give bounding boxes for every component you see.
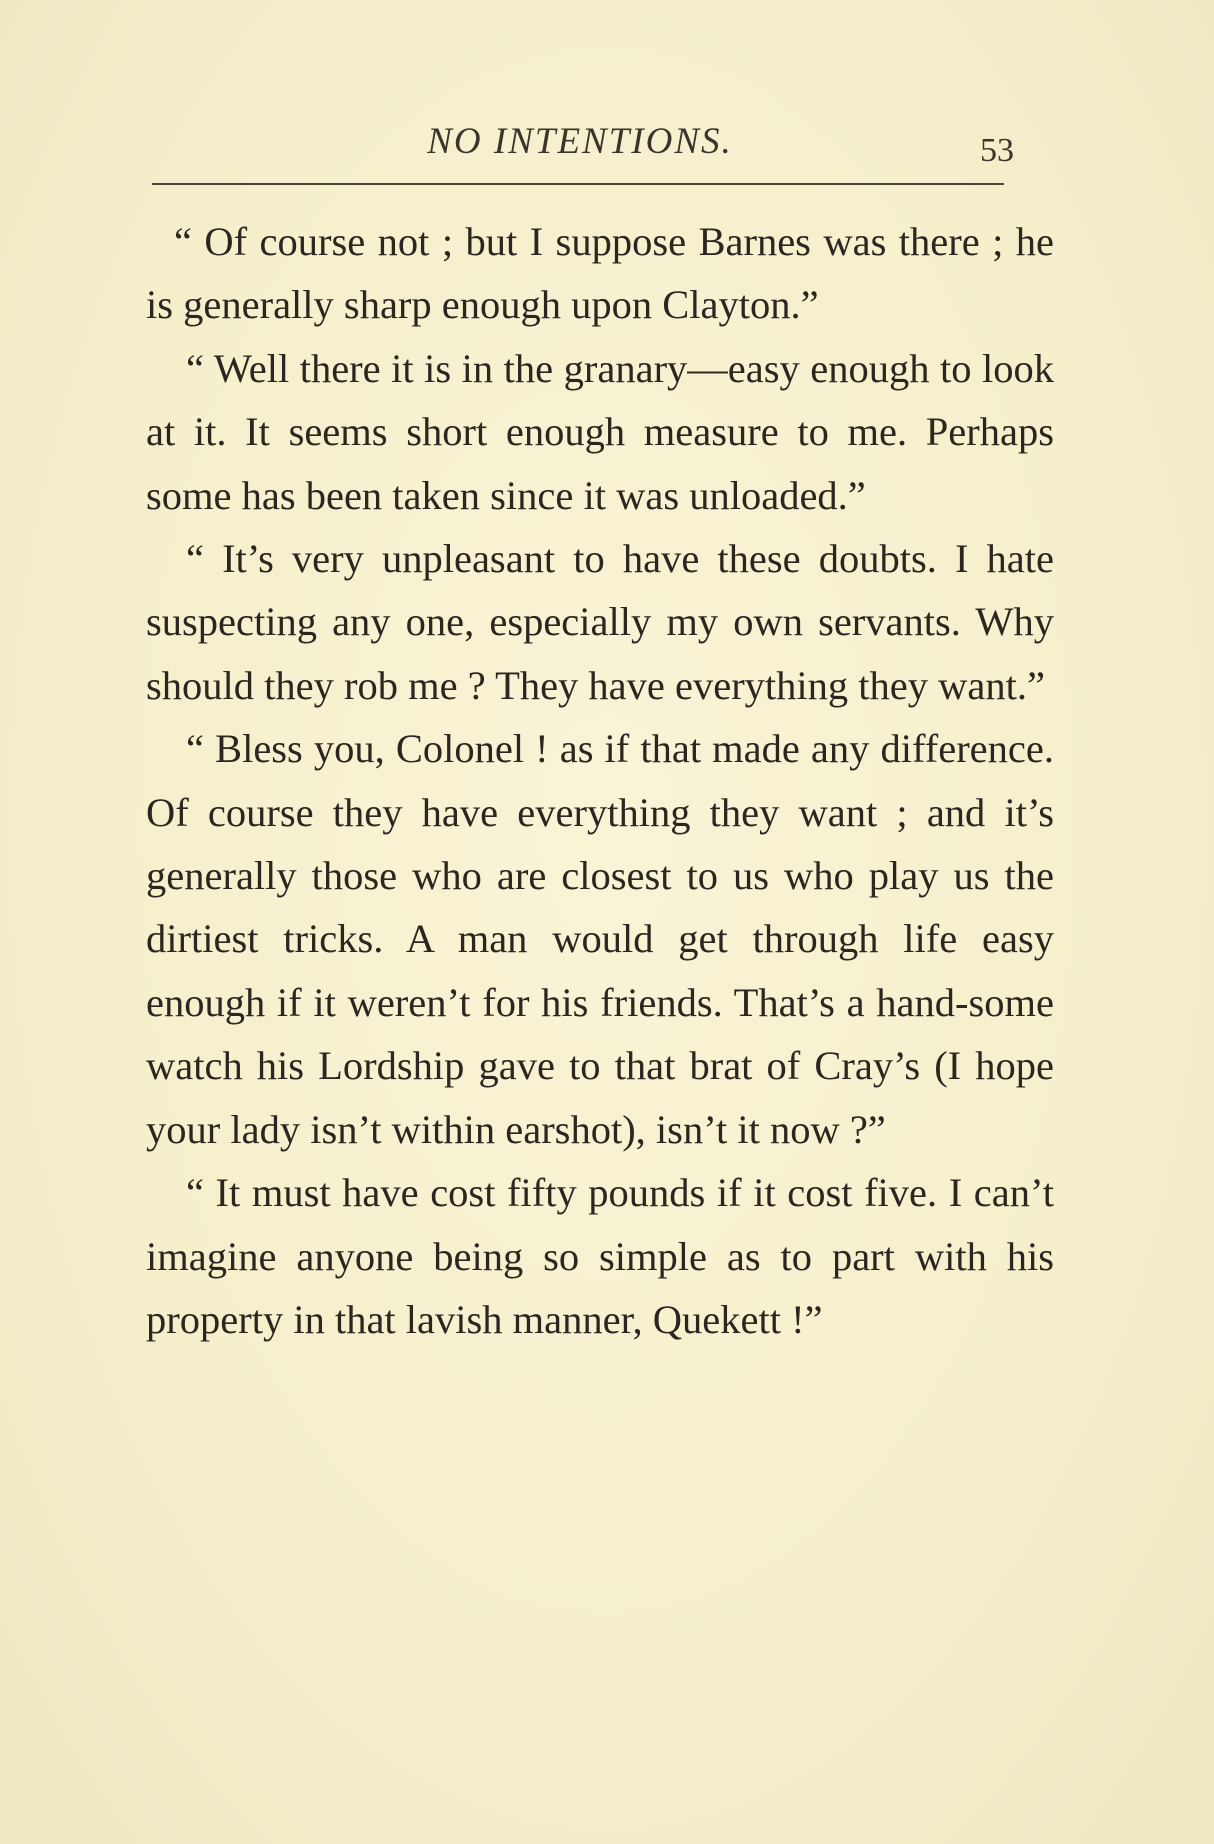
paragraph: “ Bless you, Colonel ! as if that made any difference. Of course they have everything they want ; and it’s generally those who are closest to us who play us the dirtiest tricks. A man would get through life easy enough if it weren’t for his friends. That’s a hand-some watch his Lordship gave to that brat of Cray’s (I hope your lady isn’t within earshot), isn’t it now ?”: [146, 726, 1054, 1152]
page-number: 53: [980, 132, 1014, 169]
paragraph: “ It’s very unpleasant to have these doubts. I hate suspecting any one, especially my own servants. Why should they rob me ? They have everything they want.”: [146, 536, 1054, 708]
paragraph: “ Well there it is in the granary—easy enough to look at it. It seems short enough measure to me. Perhaps some has been taken since it was unloaded.”: [146, 345, 1054, 518]
body-text: [146, 210, 1054, 1351]
paragraph: “ It must have cost fifty pounds if it cost five. I can’t imagine anyone being so simple as to part with his property in that lavish manner, Quekett !”: [146, 1170, 1054, 1342]
running-head-title: NO INTENTIONS.: [427, 121, 733, 162]
header-rule: [152, 183, 1004, 185]
running-head: [150, 120, 1014, 170]
paragraph: “ Of course not ; but I suppose Barnes was there ; he is generally sharp enough upon Clayton.”: [146, 219, 1054, 328]
